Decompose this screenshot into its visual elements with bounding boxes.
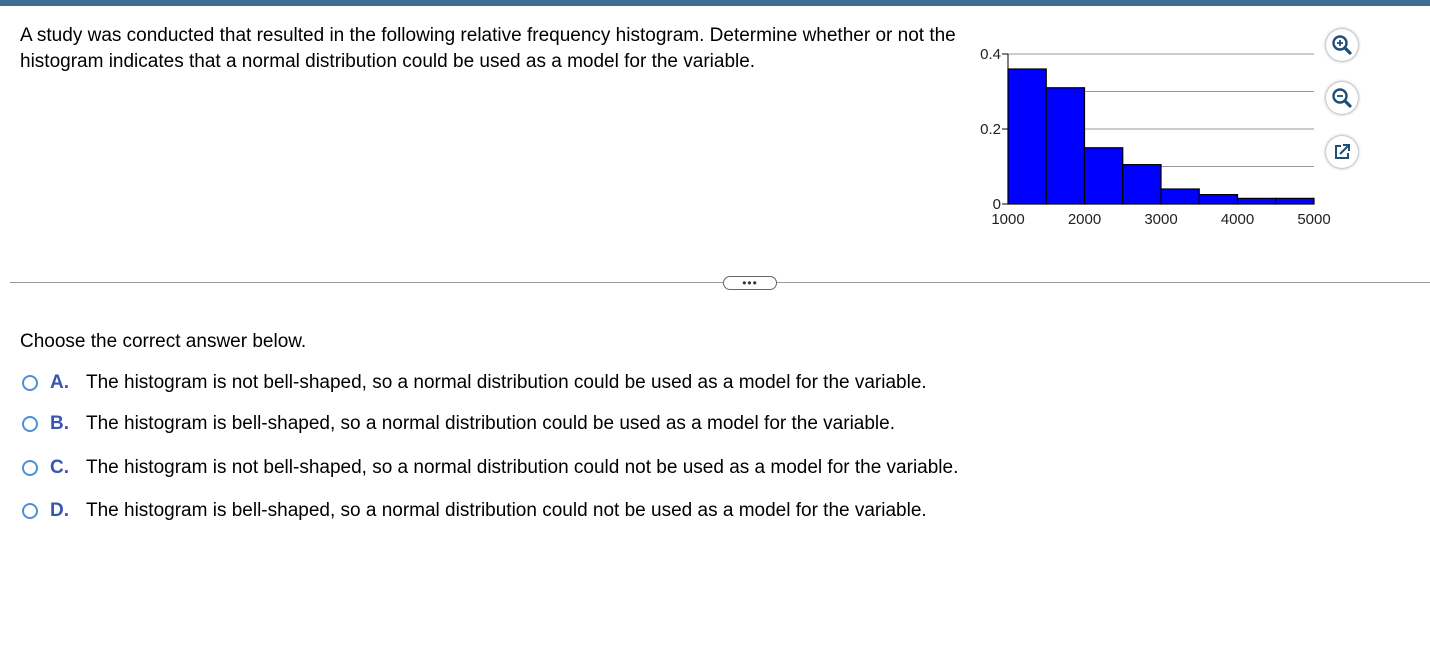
zoom-in-icon (1331, 34, 1353, 56)
x-tick-label: 5000 (1297, 211, 1331, 228)
top-bar (0, 0, 1430, 6)
radio-button-b[interactable] (22, 416, 38, 432)
option-d[interactable] (22, 498, 927, 524)
x-tick-label: 2000 (1067, 211, 1102, 228)
histogram-bar (1161, 189, 1199, 204)
option-c[interactable] (22, 455, 958, 481)
radio-button-a[interactable] (22, 375, 38, 391)
option-text: The histogram is not bell-shaped, so a normal distribution could not be used as a model for the variable. (86, 457, 959, 478)
zoom-out-icon (1331, 87, 1353, 109)
option-letter: B. (50, 413, 69, 434)
histogram-bar (1008, 69, 1046, 204)
prompt-text: Choose the correct answer below. (20, 331, 307, 352)
zoom-in-button[interactable] (1326, 29, 1358, 61)
option-text: The histogram is bell-shaped, so a normal distribution could be used as a model for the variable. (86, 413, 895, 434)
y-tick-label: 0.4 (980, 46, 1001, 63)
option-b[interactable] (22, 411, 895, 437)
histogram-bar (1085, 148, 1123, 204)
y-tick-label: 0.2 (980, 121, 1001, 138)
option-text: The histogram is bell-shaped, so a normal distribution could not be used as a model for the variable. (86, 500, 927, 521)
option-letter: A. (50, 372, 69, 393)
histogram-bar (1238, 198, 1276, 204)
option-letter: D. (50, 500, 69, 521)
option-letter: C. (50, 457, 69, 478)
popout-icon (1332, 142, 1352, 162)
y-tick-label: 0 (992, 196, 1001, 213)
histogram-bar (1199, 195, 1237, 204)
x-tick-label: 4000 (1220, 211, 1255, 228)
zoom-out-button[interactable] (1326, 82, 1358, 114)
histogram-bar (1046, 88, 1084, 204)
radio-button-d[interactable] (22, 503, 38, 519)
x-tick-label: 1000 (991, 211, 1025, 228)
x-tick-label: 3000 (1144, 211, 1178, 228)
more-button[interactable]: ••• (723, 276, 777, 290)
histogram-bar (1123, 165, 1161, 204)
section-divider (10, 282, 1430, 283)
histogram-bar (1276, 198, 1314, 204)
option-text: The histogram is not bell-shaped, so a normal distribution could be used as a model for the variable. (86, 372, 927, 393)
popout-button[interactable] (1326, 136, 1358, 168)
question-text: A study was conducted that resulted in the following relative frequency histogram. Determine whether or not the histogram indicates that a normal distribution could be used as a model for the variable. (20, 25, 956, 72)
option-a[interactable] (22, 370, 927, 396)
radio-button-c[interactable] (22, 460, 38, 476)
histogram-chart (960, 36, 1350, 236)
